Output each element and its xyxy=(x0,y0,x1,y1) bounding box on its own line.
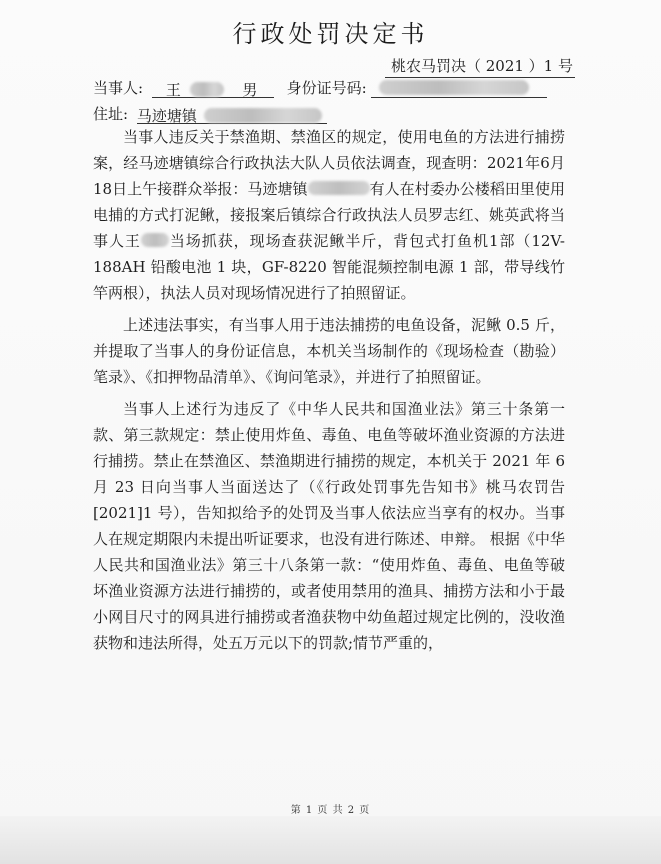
paragraph-evidence: 上述违法事实，有当事人用于违法捕捞的电鱼设备，泥鳅 0.5 斤，并提取了当事人的身份证信息，本机关当场制作的《现场检查（勘验）笔录》、《扣押物品清单》、《询问笔录》，并进行了拍照留证。 xyxy=(93,316,565,386)
party-name: 王 xyxy=(165,81,181,99)
address-field xyxy=(137,105,327,124)
party-gender: 男 xyxy=(242,81,258,99)
redacted-name-blur xyxy=(190,82,224,97)
paragraph-legal-basis: 当事人上述行为违反了《中华人民共和国渔业法》第三十条第一款、第三款规定：禁止使用炸鱼、毒鱼、电鱼等破坏渔业资源的方法进行捕捞。禁止在禁渔区、禁渔期进行捕捞的规定，本机关于 2021 年 6 月 23 日向当事人当面送达了（《行政处罚事先告知书》桃马农罚告[2021]1 号），告知拟给予的处罚及当事人依法应当享有的权办。当事人在规定期限内未提出听证要求，也没有进行陈述、申辩。 根据《中华人民共和国渔业法》第三十八条第一款：“使用炸鱼、毒鱼、电鱼等破坏渔业资源方法进行捕捞的，或者使用禁用的渔具、捕捞方法和小于最小网目尺寸的网具进行捕捞或者渔获物中幼鱼超过规定比例的，没收渔获物和违法所得，处五万元以下的罚款;情节严重的， xyxy=(93,400,565,652)
address-line xyxy=(93,103,327,124)
address-value: 马迹塘镇 xyxy=(136,107,197,125)
paragraph-facts-part2: 有人在村委办公楼稻田里使用电捕的方式打泥鳅，接报案后镇综合行政执法人员罗志红、姚英武将当事人王 xyxy=(93,180,565,250)
document-title: 行政处罚决定书 xyxy=(232,20,429,48)
paper-fold-shadow xyxy=(0,816,661,864)
document-number: 桃农马罚决（ 2021 ）1 号 xyxy=(385,55,575,78)
redacted-address-blur xyxy=(204,108,322,123)
redacted-location-blur xyxy=(308,181,370,195)
redacted-name-blur-2 xyxy=(141,233,169,247)
page-footer: 第 1 页 共 2 页 xyxy=(290,805,371,816)
redacted-id-blur xyxy=(379,80,529,95)
party-line xyxy=(93,77,547,98)
id-number-field xyxy=(371,79,547,98)
paragraph-facts-part3: 当场抓获，现场查获泥鳅半斤，背包式打鱼机1部（12V-188AH 铅酸电池 1 块，GF-8220 智能混频控制电源 1 部，带导线竹竿两根），执法人员对现场情况进行了拍照留证。 xyxy=(93,232,565,302)
party-label: 当事人: xyxy=(93,79,144,97)
address-label: 住址: xyxy=(93,105,129,123)
paragraph-facts-part1: 当事人违反关于禁渔期、禁渔区的规定，使用电鱼的方法进行捕捞案，经马迹塘镇综合行政执法大队人员依法调查，现查明：2021年6月18日上午接群众举报：马迹塘镇 xyxy=(93,128,565,198)
paragraph-facts xyxy=(93,124,565,306)
party-name-field xyxy=(152,79,274,98)
id-label: 身份证号码: xyxy=(286,79,367,97)
document-body xyxy=(93,124,565,656)
